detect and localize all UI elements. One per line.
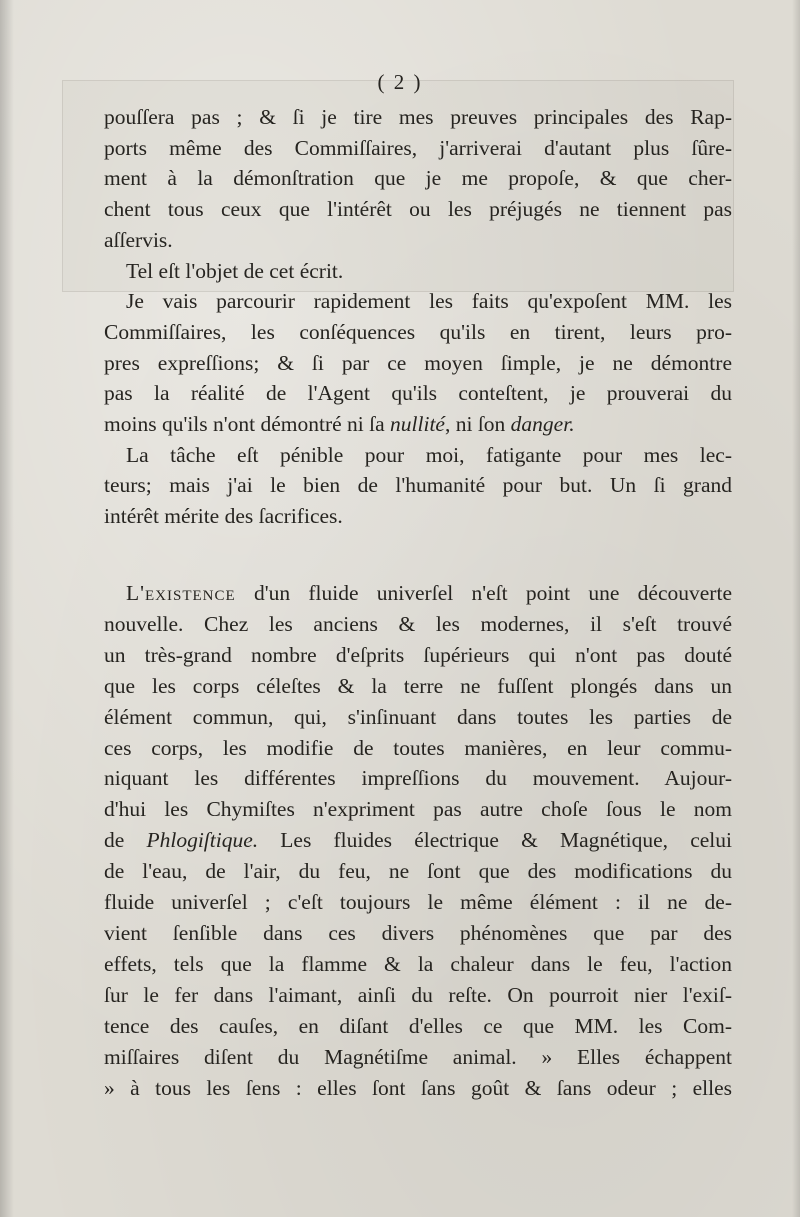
smallcaps-opening: L'existence — [126, 581, 236, 605]
text-line: tence des cauſes, en diſant d'elles ce que MM. les Com- — [104, 1013, 732, 1038]
text-line: de l'eau, de l'air, du feu, ne ſont que des modifications du — [104, 859, 732, 884]
italic-term: Phlogiſtique. — [146, 828, 259, 853]
text-line — [104, 578, 732, 609]
text-fragment: Les fluides électrique & Magnétique, celui — [258, 828, 733, 853]
italic-term: danger. — [510, 412, 575, 437]
text-line: pouſſera pas ; & ſi je tire mes preuves principales des Rap- — [104, 105, 732, 129]
text-line: » à tous les ſens : elles ſont ſans goût & ſans odeur ; elles — [104, 1075, 732, 1100]
text-fragment: moins qu'ils n'ont démontré ni ſa — [104, 412, 391, 437]
text-line: pres expreſſions; & ſi par ce moyen ſimple, je ne démontre — [104, 350, 732, 375]
text-fragment: d'un fluide univerſel n'eſt point une découverte — [235, 581, 732, 605]
page-edge-shadow-left — [0, 0, 14, 1217]
text-block-top — [104, 102, 732, 532]
page-edge-shadow-right — [792, 0, 800, 1217]
text-line: niquant les différentes impreſſions du mouvement. Aujour- — [104, 766, 732, 791]
text-line: intérêt mérite des ſacrifices. — [104, 504, 343, 529]
text-line: nouvelle. Chez les anciens & les modernes, il s'eſt trouvé — [104, 611, 732, 636]
text-fragment: , ni ſon — [444, 412, 511, 437]
text-block-main — [104, 578, 732, 1103]
text-line: La tâche eſt pénible pour moi, fatigante pour mes lec- — [126, 442, 732, 467]
text-line: un très-grand nombre d'eſprits ſupérieurs qui n'ont pas douté — [104, 642, 732, 667]
text-line: miſſaires diſent du Magnétiſme animal. » Elles échappent — [104, 1044, 732, 1069]
text-line: d'hui les Chymiſtes n'expriment pas autre choſe ſous le nom — [104, 797, 732, 822]
text-line: pas la réalité de l'Agent qu'ils conteſtent, je prouverai du — [104, 381, 732, 406]
text-line: fluide univerſel ; c'eſt toujours le même élément : il ne de- — [104, 890, 732, 915]
page-number: ( 2 ) — [377, 70, 423, 94]
text-line: chent tous ceux que l'intérêt ou les préjugés ne tiennent pas — [104, 197, 732, 222]
text-line: élément commun, qui, s'inſinuant dans toutes les parties de — [104, 704, 732, 729]
text-line: Je vais parcourir rapidement les faits qu'expoſent MM. les — [126, 289, 732, 314]
text-line: Commiſſaires, les conſéquences qu'ils en tirent, leurs pro- — [104, 319, 732, 344]
text-line: vient ſenſible dans ces divers phénomènes que par des — [104, 920, 732, 945]
text-line: ces corps, les modifie de toutes manières, en leur commu- — [104, 735, 732, 760]
text-line: Tel eſt l'objet de cet écrit. — [126, 258, 344, 283]
italic-term: nullité — [390, 412, 445, 437]
text-line: teurs; mais j'ai le bien de l'humanité pour but. Un ſi grand — [104, 473, 732, 498]
text-line: ports même des Commiſſaires, j'arriverai d'autant plus ſûre- — [104, 135, 732, 160]
text-fragment: de — [104, 828, 147, 853]
text-line: que les corps céleſtes & la terre ne fuſſent plongés dans un — [104, 673, 732, 698]
text-line: effets, tels que la flamme & la chaleur dans le feu, l'action — [104, 951, 732, 976]
text-line — [104, 409, 732, 440]
text-line: aſſervis. — [104, 227, 173, 252]
text-line — [104, 825, 732, 856]
text-line: ſur le fer dans l'aimant, ainſi du reſte. On pourroit nier l'exiſ- — [104, 982, 732, 1007]
text-line: ment à la démonſtration que je me propoſe, & que cher- — [104, 166, 732, 191]
